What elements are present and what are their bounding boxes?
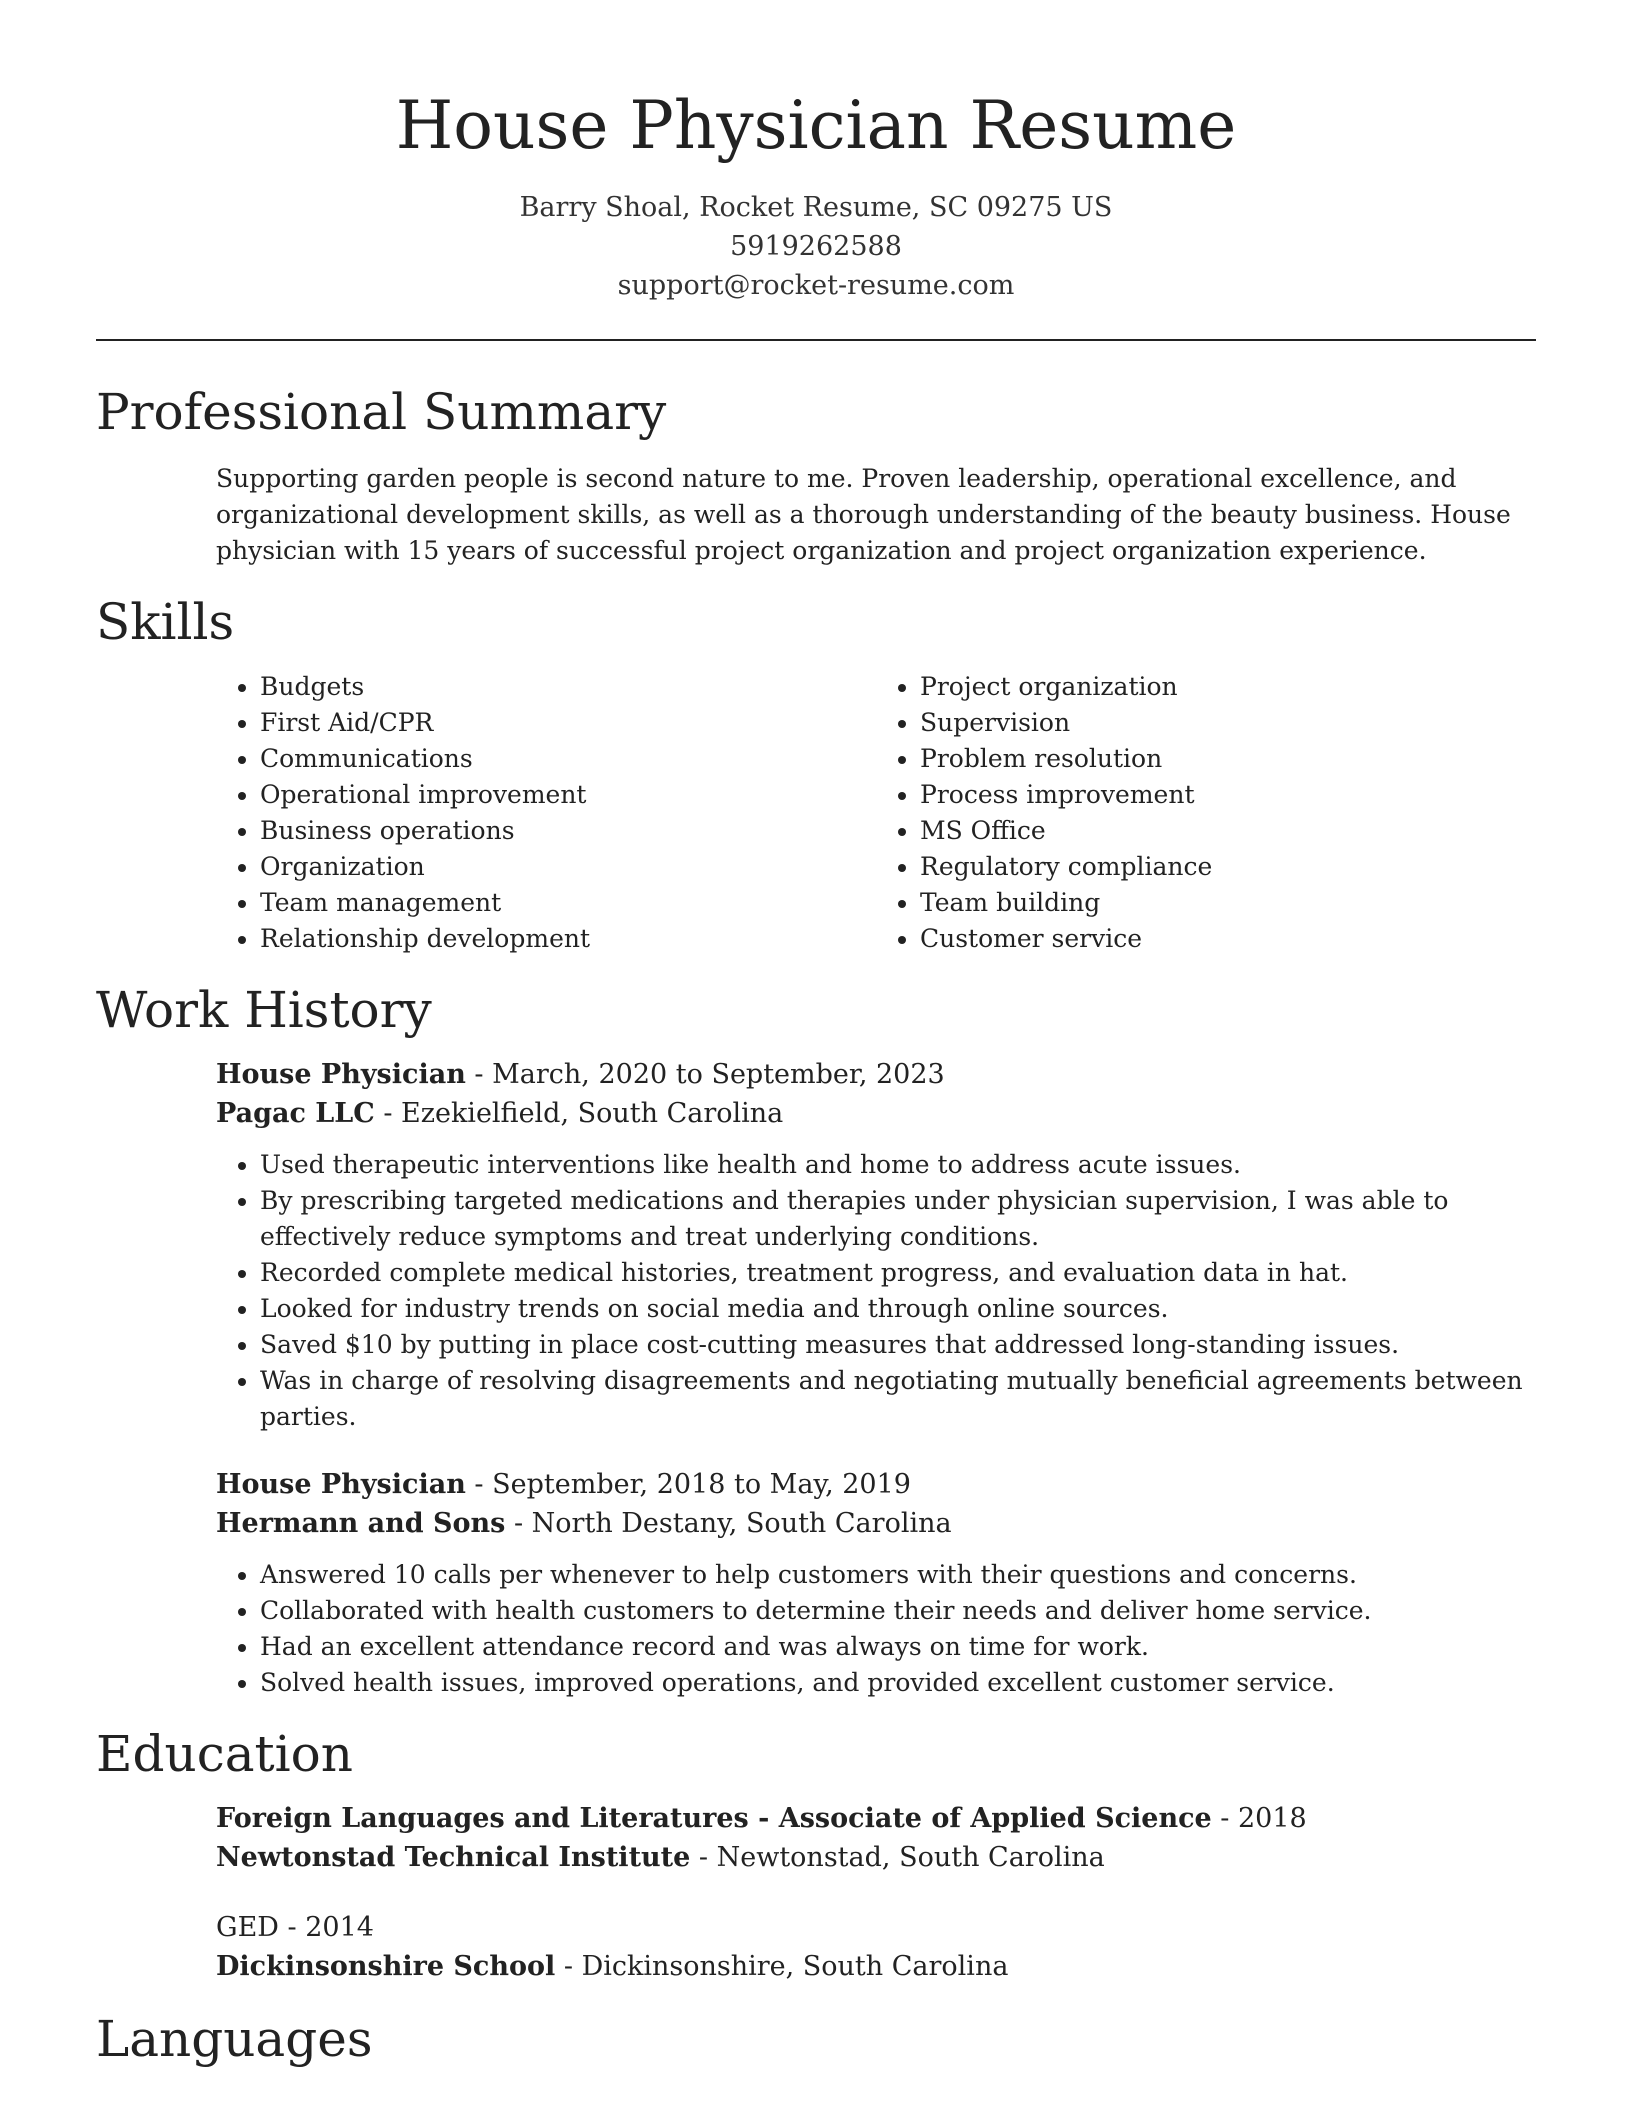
skills-heading: Skills [96, 593, 235, 651]
skill-item: • Organization [260, 849, 876, 885]
skill-item: • Relationship development [260, 921, 876, 957]
job-dates: - March, 2020 to September, 2023 [465, 1059, 945, 1090]
skill-item: • Operational improvement [260, 777, 876, 813]
education-entry [216, 1908, 1536, 1986]
job-dates: - September, 2018 to May, 2019 [465, 1469, 911, 1500]
summary-heading: Professional Summary [96, 383, 667, 441]
resume-header [96, 0, 1536, 305]
contact-phone: 5919262588 [730, 231, 902, 262]
job-company: Hermann and Sons [216, 1508, 506, 1539]
skill-item: • Customer service [920, 921, 1536, 957]
header-divider [96, 339, 1536, 341]
languages-heading: Languages [96, 2010, 373, 2068]
education-location: - Dickinsonshire, South Carolina [555, 1951, 1009, 1982]
education-entry [216, 1799, 1536, 1877]
job-duty: • Collaborated with health customers to determine their needs and deliver home service. [260, 1593, 1536, 1629]
job-entry [216, 1055, 1536, 1435]
contact-address: Barry Shoal, Rocket Resume, SC 09275 US [519, 192, 1113, 223]
job-company-line [216, 1094, 1536, 1133]
skill-item: • Project organization [920, 669, 1536, 705]
skill-item: • Team management [260, 885, 876, 921]
job-duties [216, 1147, 1536, 1435]
job-duties [216, 1557, 1536, 1701]
job-duty: • Looked for industry trends on social media and through online sources. [260, 1291, 1536, 1327]
job-title-line [216, 1055, 1536, 1094]
skill-item: • Budgets [260, 669, 876, 705]
work-history-heading: Work History [96, 981, 432, 1039]
job-duty: • Answered 10 calls per whenever to help customers with their questions and concerns. [260, 1557, 1536, 1593]
skill-item: • Process improvement [920, 777, 1536, 813]
job-title: House Physician [216, 1469, 466, 1500]
job-duty: • By prescribing targeted medications and therapies under physician supervision, I was able to effectively reduce symptoms and treat underlying conditions. [260, 1183, 1536, 1255]
education-school-line [216, 1838, 1536, 1877]
education-heading: Education [96, 1725, 353, 1783]
job-duty: • Recorded complete medical histories, treatment progress, and evaluation data in hat. [260, 1255, 1536, 1291]
education-degree: Foreign Languages and Literatures - Associate of Applied Science [216, 1803, 1212, 1834]
job-title: House Physician [216, 1059, 466, 1090]
skills-list [216, 669, 1536, 957]
job-location: - North Destany, South Carolina [505, 1508, 952, 1539]
job-company-line [216, 1504, 1536, 1543]
education-location: - Newtonstad, South Carolina [690, 1842, 1105, 1873]
education-school-line [216, 1947, 1536, 1986]
education-year: - 2014 [278, 1912, 374, 1943]
contact-email: support@rocket-resume.com [617, 270, 1015, 301]
education-school: Dickinsonshire School [216, 1951, 556, 1982]
skill-item: • Business operations [260, 813, 876, 849]
job-duty: • Had an excellent attendance record and was always on time for work. [260, 1629, 1536, 1665]
summary-text: Supporting garden people is second nature to me. Proven leadership, operational excellence, and organizational development skills, as well as a thorough understanding of the beauty business. House physician with 15 years of successful project organization and project organization experience. [216, 464, 1511, 565]
job-duty: • Used therapeutic interventions like health and home to address acute issues. [260, 1147, 1536, 1183]
skill-item: • MS Office [920, 813, 1536, 849]
job-company: Pagac LLC [216, 1098, 375, 1129]
job-duty: • Saved $10 by putting in place cost-cutting measures that addressed long-standing issues. [260, 1327, 1536, 1363]
skill-item: • Regulatory compliance [920, 849, 1536, 885]
education-degree-line [216, 1799, 1536, 1838]
job-title-line [216, 1465, 1536, 1504]
skill-item: • Supervision [920, 705, 1536, 741]
education-school: Newtonstad Technical Institute [216, 1842, 691, 1873]
resume-title: House Physician Resume [395, 87, 1237, 164]
skill-item: • First Aid/CPR [260, 705, 876, 741]
job-duty: • Was in charge of resolving disagreements and negotiating mutually beneficial agreements between parties. [260, 1363, 1536, 1435]
education-degree-line [216, 1908, 1536, 1947]
job-entry [216, 1465, 1536, 1701]
skill-item: • Team building [920, 885, 1536, 921]
job-duty: • Solved health issues, improved operations, and provided excellent customer service. [260, 1665, 1536, 1701]
education-year: - 2018 [1211, 1803, 1307, 1834]
skills-column-right [876, 669, 1536, 957]
resume-page [96, 0, 1536, 2070]
education-degree: GED [216, 1912, 279, 1943]
skill-item: • Problem resolution [920, 741, 1536, 777]
skills-column-left [216, 669, 876, 957]
job-location: - Ezekielfield, South Carolina [374, 1098, 784, 1129]
skill-item: • Communications [260, 741, 876, 777]
